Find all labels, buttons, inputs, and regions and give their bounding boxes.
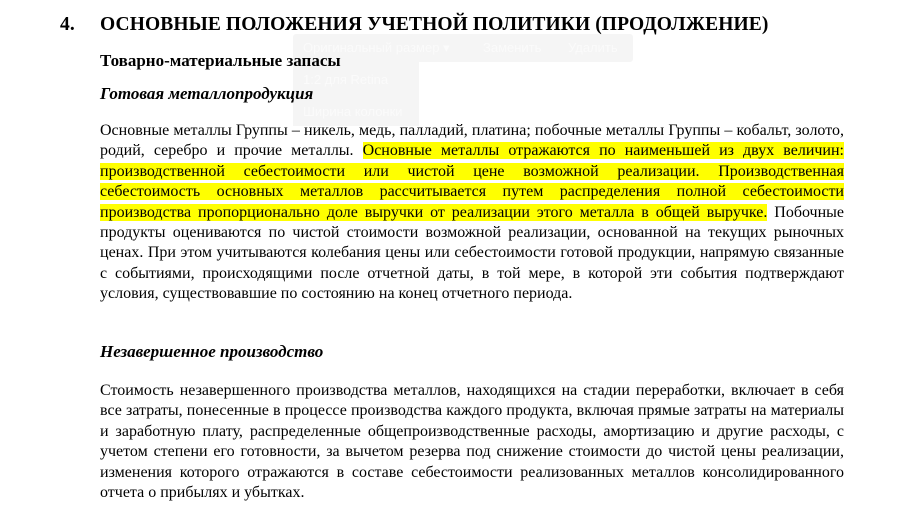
menu-item-retina[interactable]: 1:2 для Retina xyxy=(303,72,389,87)
replace-button[interactable]: Заменить xyxy=(483,40,542,55)
highlighted-text: Основные металлы отражаются по наименьшей из двух величин: производственной себестоимости или чистой цене возможной реализации. Производственная себестоимость основных металлов рассчитывается путем распределения полной себестоимости производства пропорционально доле выручки от реализации этого металла в общей выручке. xyxy=(100,142,844,221)
wip-paragraph: Стоимость незавершенного производства металлов, находящихся на стадии переработки, включает в себя все затраты, понесенные в процессе производства каждого продукта, включая прямые затраты на материалы и заработную плату, распределенные общепроизводственные расходы, амортизацию и другие расходы, с учетом степени его готовности, за вычетом резерва под снижение стоимости до чистой цены реализации, изменения которого отражаются в составе себестоимости реализованных металлов консолидированного отчета о прибылях и убытках. xyxy=(100,382,844,502)
chevron-down-icon: ▾ xyxy=(443,40,450,55)
section-heading xyxy=(60,14,768,36)
finished-text-after: Побочные продукты оцениваются по чистой стоимости возможной реализации, основанной на текущих рыночных ценах. При этом учитываются колебания цены или себестоимости готовой продукции, напрямую связанные с событиями, происходящими после отчетной даты, в той мере, в которой эти события подтверждают условия, существовавшие по состоянию на конец отчетного периода. xyxy=(100,203,845,303)
finished-text-before: Основные металлы Группы – никель, медь, палладий, платина; побочные металлы Группы – кобальт, золото, родий, серебро и прочие металлы. xyxy=(100,122,844,160)
section-number: 4. xyxy=(60,14,75,35)
image-toolbar xyxy=(293,34,633,62)
original-size-label: Оригинальный размер xyxy=(303,40,440,55)
delete-button[interactable]: Удалить xyxy=(568,40,618,55)
section-title: ОСНОВНЫЕ ПОЛОЖЕНИЯ УЧЕТНОЙ ПОЛИТИКИ (ПРОДОЛЖЕНИЕ) xyxy=(100,14,769,35)
finished-goods-heading: Готовая металлопродукция xyxy=(100,84,314,103)
wip-heading: Незавершенное производство xyxy=(100,342,324,361)
menu-item-column-width[interactable]: Ширина колонки xyxy=(303,104,403,119)
finished-goods-paragraph xyxy=(100,121,844,305)
subsection-title: Товарно-материальные запасы xyxy=(100,51,341,70)
